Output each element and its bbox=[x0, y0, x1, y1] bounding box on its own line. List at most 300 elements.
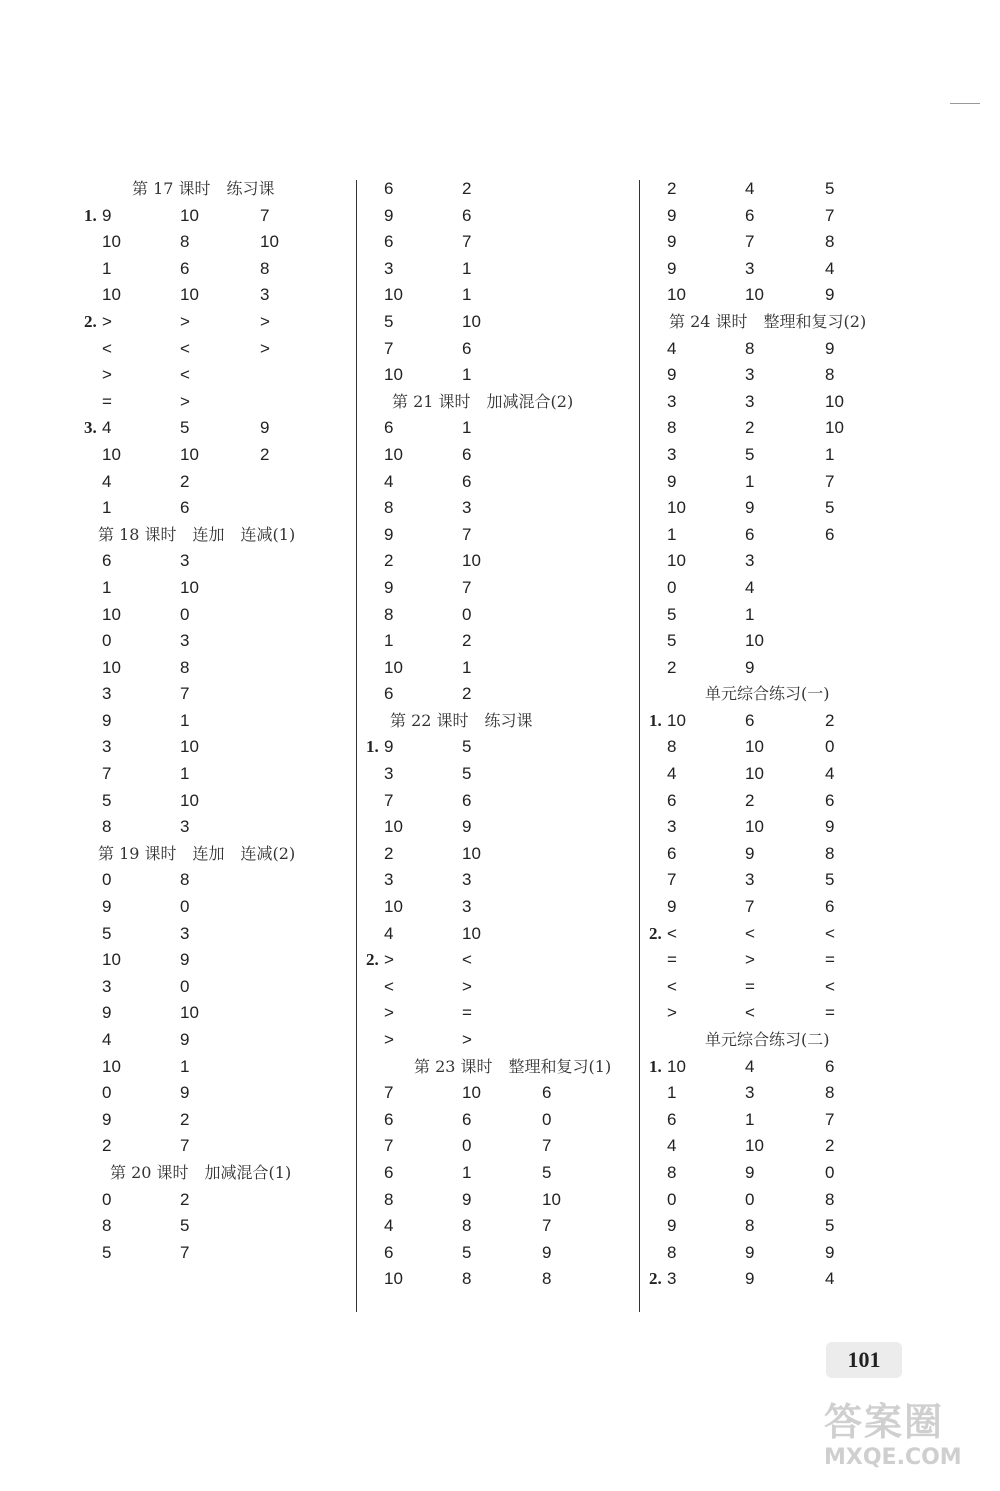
answer-row bbox=[80, 734, 350, 761]
answer-value: 3 bbox=[745, 870, 755, 890]
answer-row bbox=[362, 1266, 632, 1293]
answer-value: 8 bbox=[462, 1269, 472, 1289]
answer-value: 3 bbox=[180, 631, 190, 651]
answer-value: 10 bbox=[667, 710, 686, 730]
answer-value: 9 bbox=[102, 1109, 112, 1129]
answer-row bbox=[362, 894, 632, 921]
answer-value: 0 bbox=[825, 737, 835, 757]
answer-value: 2 bbox=[462, 179, 472, 198]
answer-value: 10 bbox=[102, 604, 121, 624]
answer-value: 2 bbox=[384, 551, 394, 571]
answer-value: 8 bbox=[102, 1216, 112, 1236]
answer-value: < bbox=[384, 976, 394, 996]
answer-row bbox=[645, 442, 915, 469]
answer-value: 10 bbox=[180, 790, 199, 810]
column-divider-2 bbox=[639, 180, 640, 1312]
answer-value: 10 bbox=[180, 444, 199, 464]
answer-row bbox=[80, 894, 350, 921]
answer-value: 10 bbox=[384, 817, 403, 837]
answer-row bbox=[645, 362, 915, 389]
answer-value: 7 bbox=[745, 232, 755, 252]
answer-value: 5 bbox=[542, 1162, 552, 1182]
answer-value: 10 bbox=[384, 897, 403, 917]
answer-value: < bbox=[462, 950, 472, 970]
answer-row bbox=[80, 602, 350, 629]
answer-value: 4 bbox=[384, 471, 394, 491]
answer-value: 9 bbox=[180, 1030, 190, 1049]
answer-value: 9 bbox=[462, 817, 472, 837]
answer-value: 0 bbox=[102, 870, 112, 890]
answer-value: 8 bbox=[667, 418, 677, 438]
answer-row bbox=[362, 655, 632, 682]
answer-value: 10 bbox=[667, 498, 686, 518]
answer-row bbox=[80, 282, 350, 309]
answer-row bbox=[645, 947, 915, 974]
section-title: 第 23 课时 整理和复习(1) bbox=[414, 1056, 612, 1076]
answer-value: 8 bbox=[825, 232, 835, 252]
answer-value: 1 bbox=[667, 524, 677, 544]
answer-value: 10 bbox=[102, 950, 121, 970]
answer-value: 0 bbox=[542, 1109, 552, 1129]
answer-row bbox=[645, 575, 915, 602]
answer-value: 2 bbox=[462, 631, 472, 651]
answer-value: 10 bbox=[102, 232, 121, 252]
answer-value: 5 bbox=[825, 1216, 835, 1236]
answer-value: 6 bbox=[384, 1162, 394, 1182]
answer-value: 6 bbox=[462, 205, 472, 225]
answer-value: 2 bbox=[180, 1109, 190, 1129]
answer-row bbox=[362, 336, 632, 363]
answer-value: 8 bbox=[384, 1189, 394, 1209]
answer-value: 3 bbox=[745, 551, 755, 571]
answer-value: 6 bbox=[384, 232, 394, 252]
answer-row bbox=[362, 469, 632, 496]
answer-value: 9 bbox=[667, 365, 677, 385]
answer-row bbox=[80, 655, 350, 682]
answer-value: 0 bbox=[667, 577, 677, 597]
answer-row bbox=[645, 1160, 915, 1187]
answer-row bbox=[645, 1080, 915, 1107]
answer-row bbox=[362, 1213, 632, 1240]
answer-value: 6 bbox=[745, 524, 755, 544]
answer-value: 5 bbox=[462, 1242, 472, 1262]
answer-value: 1 bbox=[102, 577, 112, 597]
answer-row bbox=[80, 548, 350, 575]
answer-value: < bbox=[180, 338, 190, 358]
answer-value: 1 bbox=[180, 1056, 190, 1076]
answer-value: < bbox=[667, 976, 677, 996]
answer-value: 7 bbox=[384, 790, 394, 810]
answer-value: 4 bbox=[667, 338, 677, 358]
answer-value: 3 bbox=[384, 258, 394, 278]
answer-value: 5 bbox=[462, 737, 472, 757]
answer-value: 0 bbox=[102, 1083, 112, 1103]
answer-value: < bbox=[102, 338, 112, 358]
answer-value: 3 bbox=[180, 923, 190, 943]
answer-value: 5 bbox=[825, 179, 835, 198]
answer-value: 3 bbox=[102, 684, 112, 704]
answer-value: 0 bbox=[462, 1136, 472, 1156]
question-number: 1. bbox=[84, 205, 97, 225]
answer-value: 3 bbox=[462, 897, 472, 917]
answer-row bbox=[645, 389, 915, 416]
answer-value: 6 bbox=[542, 1083, 552, 1103]
answer-value: 7 bbox=[745, 897, 755, 917]
answer-value: 10 bbox=[102, 444, 121, 464]
answer-value: 1 bbox=[462, 418, 472, 438]
answer-value: 9 bbox=[462, 1189, 472, 1209]
answer-value: 1 bbox=[462, 258, 472, 278]
answer-value: > bbox=[667, 1003, 677, 1023]
answer-value: 4 bbox=[102, 1030, 112, 1049]
answer-value: 8 bbox=[825, 1189, 835, 1209]
answer-value: 10 bbox=[745, 631, 764, 651]
answer-value: 0 bbox=[180, 976, 190, 996]
column-divider-1 bbox=[356, 180, 357, 1312]
answer-value: 10 bbox=[667, 285, 686, 305]
answer-value: 1 bbox=[462, 657, 472, 677]
answer-value: 10 bbox=[102, 1056, 121, 1076]
answer-row bbox=[362, 628, 632, 655]
answer-value: 10 bbox=[745, 817, 764, 837]
answer-row bbox=[645, 974, 915, 1001]
answer-row bbox=[362, 282, 632, 309]
question-number: 2. bbox=[649, 923, 662, 943]
question-number: 1. bbox=[649, 1056, 662, 1076]
answer-value: > bbox=[384, 950, 394, 970]
answer-value: 8 bbox=[462, 1216, 472, 1236]
answer-value: 10 bbox=[462, 551, 481, 571]
question-number: 2. bbox=[84, 311, 97, 331]
watermark-url: MXQE.COM bbox=[824, 1445, 962, 1470]
answer-value: 6 bbox=[745, 710, 755, 730]
answer-value: < bbox=[745, 1003, 755, 1023]
answer-value: 3 bbox=[180, 817, 190, 837]
answer-row bbox=[645, 176, 915, 203]
answer-value: 1 bbox=[745, 604, 755, 624]
answer-row bbox=[645, 1133, 915, 1160]
answer-value: 1 bbox=[462, 365, 472, 385]
answer-row bbox=[645, 256, 915, 283]
answer-value: 7 bbox=[667, 870, 677, 890]
answer-value: 10 bbox=[825, 418, 844, 438]
answer-value: 0 bbox=[745, 1189, 755, 1209]
answer-column-1 bbox=[80, 176, 350, 1266]
answer-value: 9 bbox=[667, 258, 677, 278]
question-number: 2. bbox=[649, 1269, 662, 1289]
answer-value: 0 bbox=[667, 1189, 677, 1209]
question-number: 2. bbox=[366, 950, 379, 970]
answer-value: 5 bbox=[462, 764, 472, 784]
answer-row bbox=[645, 1107, 915, 1134]
question-number: 3. bbox=[84, 418, 97, 438]
answer-value: > bbox=[462, 976, 472, 996]
answer-row bbox=[362, 1107, 632, 1134]
answer-value: 7 bbox=[384, 1083, 394, 1103]
answer-value: > bbox=[180, 391, 190, 411]
answer-row bbox=[362, 575, 632, 602]
answer-row bbox=[80, 1080, 350, 1107]
answer-row bbox=[362, 415, 632, 442]
answer-row bbox=[645, 921, 915, 948]
answer-value: 7 bbox=[384, 1136, 394, 1156]
answer-value: 10 bbox=[667, 551, 686, 571]
answer-row bbox=[362, 1080, 632, 1107]
answer-row bbox=[362, 1000, 632, 1027]
answer-value: 9 bbox=[260, 418, 270, 438]
answer-value: 10 bbox=[745, 764, 764, 784]
answer-value: 9 bbox=[667, 897, 677, 917]
answer-value: 2 bbox=[180, 471, 190, 491]
answer-row bbox=[645, 1266, 915, 1293]
answer-value: 6 bbox=[462, 1109, 472, 1129]
answer-row bbox=[362, 362, 632, 389]
answer-row bbox=[80, 788, 350, 815]
answer-value: 1 bbox=[667, 1083, 677, 1103]
answer-row bbox=[362, 495, 632, 522]
section-title: 第 21 课时 加减混合(2) bbox=[392, 391, 574, 411]
answer-value: 4 bbox=[102, 418, 112, 438]
answer-row bbox=[80, 442, 350, 469]
answer-value: 6 bbox=[825, 790, 835, 810]
answer-value: 9 bbox=[745, 657, 755, 677]
answer-value: 9 bbox=[384, 737, 394, 757]
answer-value: 9 bbox=[667, 471, 677, 491]
answer-value: 1 bbox=[102, 498, 112, 518]
answer-value: 7 bbox=[260, 205, 270, 225]
answer-row bbox=[362, 1240, 632, 1267]
answer-row bbox=[362, 867, 632, 894]
answer-value: 8 bbox=[384, 498, 394, 518]
answer-value: 4 bbox=[825, 258, 835, 278]
answer-row bbox=[645, 1054, 915, 1081]
answer-value: 6 bbox=[462, 790, 472, 810]
answer-value: < bbox=[825, 976, 835, 996]
answer-value: 10 bbox=[180, 577, 199, 597]
answer-row bbox=[362, 1027, 632, 1054]
answer-row bbox=[80, 867, 350, 894]
answer-value: = bbox=[825, 950, 835, 970]
answer-value: 10 bbox=[462, 311, 481, 331]
answer-value: > bbox=[384, 1030, 394, 1049]
answer-value: 10 bbox=[542, 1189, 561, 1209]
answer-row bbox=[645, 548, 915, 575]
answer-value: 0 bbox=[462, 604, 472, 624]
answer-value: 8 bbox=[384, 604, 394, 624]
answer-value: 2 bbox=[384, 843, 394, 863]
answer-row bbox=[362, 176, 632, 203]
answer-row bbox=[645, 628, 915, 655]
answer-row bbox=[80, 1107, 350, 1134]
answer-value: 9 bbox=[384, 577, 394, 597]
section-title: 第 18 课时 连加 连减(1) bbox=[98, 524, 296, 544]
answer-row bbox=[362, 681, 632, 708]
answer-value: 10 bbox=[384, 1269, 403, 1289]
question-number: 1. bbox=[649, 710, 662, 730]
answer-row bbox=[645, 788, 915, 815]
answer-value: 3 bbox=[462, 870, 472, 890]
answer-value: 10 bbox=[745, 737, 764, 757]
answer-row bbox=[645, 1000, 915, 1027]
answer-value: 2 bbox=[180, 1189, 190, 1209]
answer-value: 2 bbox=[745, 418, 755, 438]
answer-value: 3 bbox=[745, 1083, 755, 1103]
answer-value: 4 bbox=[825, 764, 835, 784]
answer-value: 7 bbox=[102, 764, 112, 784]
question-number: 1. bbox=[366, 737, 379, 757]
answer-value: 9 bbox=[825, 338, 835, 358]
answer-value: 1 bbox=[462, 1162, 472, 1182]
answer-value: > bbox=[102, 365, 112, 385]
answer-value: 8 bbox=[745, 338, 755, 358]
answer-value: 8 bbox=[667, 737, 677, 757]
answer-row bbox=[80, 1240, 350, 1267]
answer-value: 7 bbox=[825, 1109, 835, 1129]
answer-value: = bbox=[462, 1003, 472, 1023]
answer-row bbox=[80, 1000, 350, 1027]
answer-row bbox=[645, 761, 915, 788]
answer-value: 6 bbox=[667, 1109, 677, 1129]
answer-value: 3 bbox=[260, 285, 270, 305]
answer-value: 9 bbox=[745, 1162, 755, 1182]
section-title: 第 20 课时 加减混合(1) bbox=[110, 1162, 292, 1182]
section-title: 第 22 课时 练习课 bbox=[390, 710, 533, 730]
answer-value: 3 bbox=[745, 258, 755, 278]
answer-value: 0 bbox=[180, 897, 190, 917]
answer-value: 3 bbox=[745, 391, 755, 411]
answer-value: 7 bbox=[462, 577, 472, 597]
answer-value: 1 bbox=[180, 764, 190, 784]
answer-value: > bbox=[260, 311, 270, 331]
answer-row bbox=[80, 681, 350, 708]
answer-row bbox=[645, 282, 915, 309]
answer-value: 4 bbox=[825, 1269, 835, 1289]
answer-row bbox=[80, 761, 350, 788]
answer-value: 2 bbox=[825, 710, 835, 730]
answer-value: 8 bbox=[180, 870, 190, 890]
answer-row bbox=[645, 708, 915, 735]
answer-value: 9 bbox=[667, 205, 677, 225]
answer-row bbox=[80, 256, 350, 283]
answer-value: 0 bbox=[825, 1162, 835, 1182]
section-title: 单元综合练习(二) bbox=[705, 1030, 830, 1049]
answer-value: 7 bbox=[462, 524, 472, 544]
answer-value: 6 bbox=[180, 498, 190, 518]
answer-value: 7 bbox=[542, 1216, 552, 1236]
answer-value: > bbox=[102, 311, 112, 331]
answer-value: 10 bbox=[384, 444, 403, 464]
answer-value: 8 bbox=[102, 817, 112, 837]
answer-value: 9 bbox=[102, 205, 112, 225]
answer-row bbox=[362, 947, 632, 974]
answer-value: 7 bbox=[180, 1136, 190, 1156]
answer-value: 6 bbox=[462, 338, 472, 358]
answer-value: 3 bbox=[667, 817, 677, 837]
answer-row bbox=[80, 309, 350, 336]
answer-row bbox=[645, 867, 915, 894]
answer-row bbox=[645, 1187, 915, 1214]
answer-row bbox=[645, 1213, 915, 1240]
answer-value: 10 bbox=[462, 1083, 481, 1103]
answer-row bbox=[645, 336, 915, 363]
answer-row bbox=[362, 1160, 632, 1187]
answer-value: 7 bbox=[384, 338, 394, 358]
answer-value: 4 bbox=[667, 1136, 677, 1156]
answer-value: 9 bbox=[384, 524, 394, 544]
answer-row bbox=[645, 415, 915, 442]
answer-value: 6 bbox=[384, 1109, 394, 1129]
answer-value: < bbox=[180, 365, 190, 385]
answer-row bbox=[645, 841, 915, 868]
answer-value: 5 bbox=[102, 1242, 112, 1262]
answer-value: = bbox=[667, 950, 677, 970]
answer-value: = bbox=[825, 1003, 835, 1023]
answer-value: 6 bbox=[384, 1242, 394, 1262]
answer-value: 0 bbox=[102, 631, 112, 651]
answer-value: 3 bbox=[102, 737, 112, 757]
answer-value: 4 bbox=[102, 471, 112, 491]
answer-row bbox=[645, 894, 915, 921]
answer-value: 0 bbox=[180, 604, 190, 624]
answer-row bbox=[80, 1133, 350, 1160]
answer-value: 9 bbox=[745, 498, 755, 518]
answer-value: 2 bbox=[825, 1136, 835, 1156]
answer-value: 9 bbox=[542, 1242, 552, 1262]
answer-row bbox=[362, 841, 632, 868]
answer-value: 1 bbox=[745, 471, 755, 491]
answer-row bbox=[645, 229, 915, 256]
answer-value: 6 bbox=[180, 258, 190, 278]
answer-row bbox=[362, 814, 632, 841]
answer-value: 10 bbox=[102, 285, 121, 305]
answer-value: 10 bbox=[180, 737, 199, 757]
answer-value: 2 bbox=[667, 179, 677, 198]
answer-value: 9 bbox=[825, 1242, 835, 1262]
answer-value: 2 bbox=[260, 444, 270, 464]
answer-value: 10 bbox=[384, 657, 403, 677]
answer-value: 6 bbox=[667, 790, 677, 810]
answer-value: 9 bbox=[667, 232, 677, 252]
answer-row bbox=[645, 203, 915, 230]
answer-row bbox=[80, 415, 350, 442]
answer-row bbox=[645, 1240, 915, 1267]
answer-row bbox=[362, 442, 632, 469]
answer-value: 3 bbox=[667, 444, 677, 464]
answer-value: 4 bbox=[745, 577, 755, 597]
answer-value: 6 bbox=[384, 418, 394, 438]
answer-value: 9 bbox=[384, 205, 394, 225]
answer-row bbox=[80, 921, 350, 948]
answer-row bbox=[362, 203, 632, 230]
answer-value: 1 bbox=[180, 710, 190, 730]
answer-row bbox=[80, 1027, 350, 1054]
answer-row bbox=[645, 655, 915, 682]
answer-value: 6 bbox=[384, 684, 394, 704]
answer-value: 10 bbox=[825, 391, 844, 411]
answer-row bbox=[362, 1133, 632, 1160]
answer-value: < bbox=[667, 923, 677, 943]
answer-value: 1 bbox=[384, 631, 394, 651]
answer-value: 7 bbox=[462, 232, 472, 252]
section-title: 第 24 课时 整理和复习(2) bbox=[669, 311, 867, 331]
answer-row bbox=[362, 921, 632, 948]
answer-value: > bbox=[462, 1030, 472, 1049]
answer-value: 4 bbox=[745, 1056, 755, 1076]
answer-value: 10 bbox=[260, 232, 279, 252]
answer-value: 5 bbox=[745, 444, 755, 464]
answer-row bbox=[362, 788, 632, 815]
answer-value: 9 bbox=[180, 1083, 190, 1103]
